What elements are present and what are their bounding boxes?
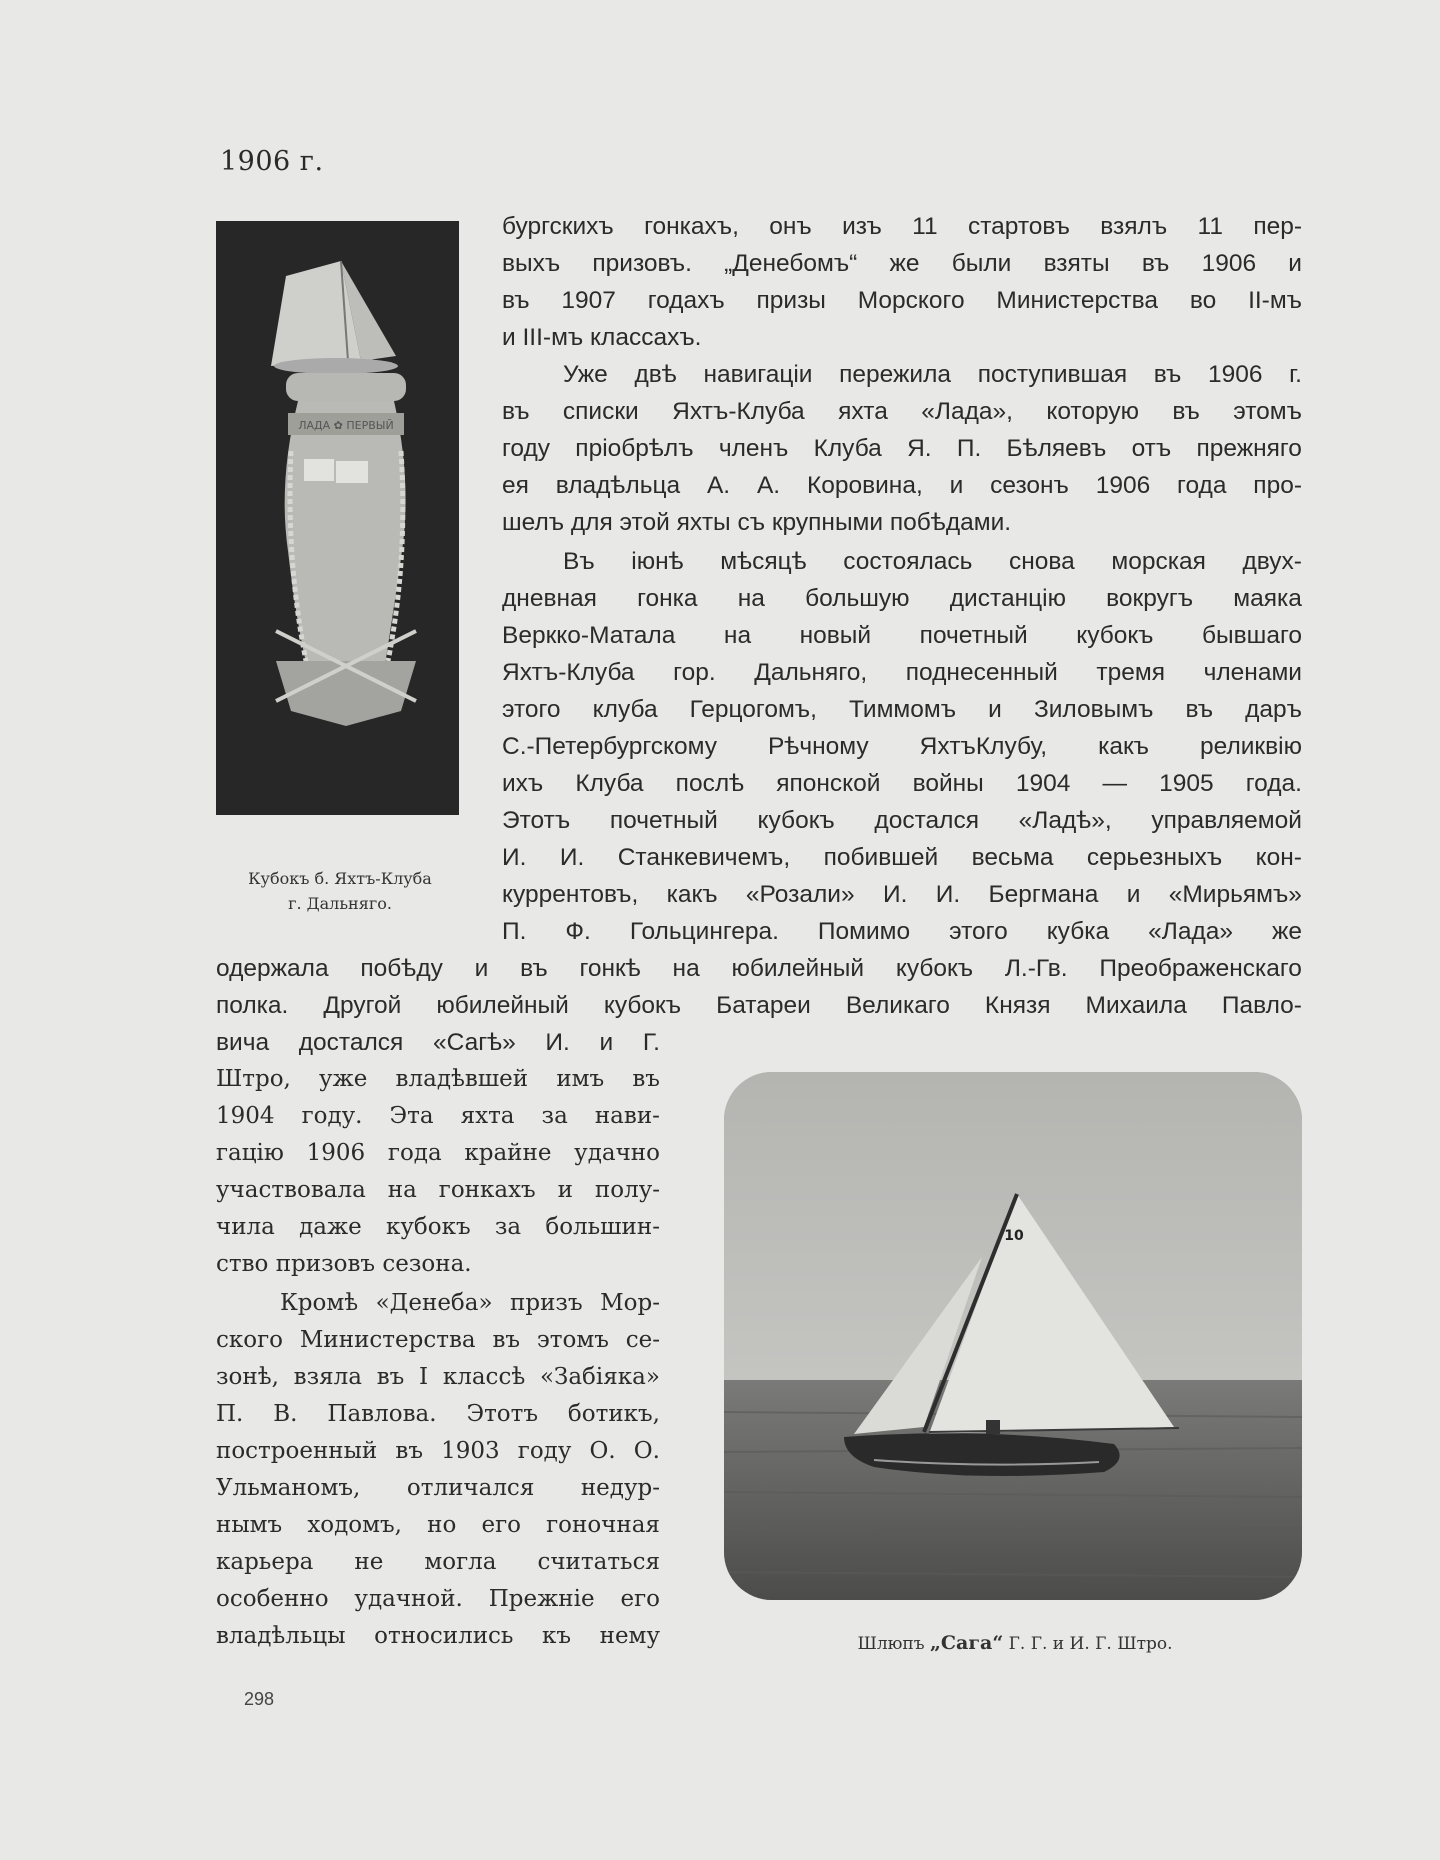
text-line: И. И. Станкевичемъ, побившей весьма серьезныхъ кон- bbox=[502, 844, 1302, 871]
text-line: Этотъ почетный кубокъ достался «Ладѣ», управляемой bbox=[502, 807, 1302, 834]
text-line: выхъ призовъ. „Денебомъ“ же были взяты въ 1906 и bbox=[502, 250, 1302, 277]
text-line: Веркко-Матала на новый почетный кубокъ бывшаго bbox=[502, 622, 1302, 649]
text-line: Ульманомъ, отличался недур- bbox=[216, 1475, 660, 1501]
boat-photo bbox=[724, 1072, 1302, 1600]
text-line: этого клуба Герцогомъ, Тиммомъ и Зиловымъ въ даръ bbox=[502, 696, 1302, 723]
paragraph-start: Уже двѣ навигаціи пережила поступившая въ 1906 г. bbox=[563, 361, 1302, 388]
running-head: 1906 г. bbox=[220, 146, 324, 177]
text-line: 1904 году. Эта яхта за нави- bbox=[216, 1103, 660, 1129]
text-line: ея владѣльца А. А. Коровина, и сезонъ 1906 года про- bbox=[502, 472, 1302, 499]
text-line: дневная гонка на большую дистанцію вокругъ маяка bbox=[502, 585, 1302, 612]
svg-text:10: 10 bbox=[1004, 1228, 1024, 1244]
text-line: зонѣ, взяла въ I классѣ «Забіяка» bbox=[216, 1364, 660, 1390]
text-line: ихъ Клуба послѣ японской войны 1904 — 1905 года. bbox=[502, 770, 1302, 797]
text-line: чила даже кубокъ за большин- bbox=[216, 1214, 660, 1240]
paragraph-start: Въ іюнѣ мѣсяцѣ состоялась снова морская двух- bbox=[563, 548, 1302, 575]
text-line: гацію 1906 года крайне удачно bbox=[216, 1140, 660, 1166]
text-line: ского Министерства въ этомъ се- bbox=[216, 1327, 660, 1353]
svg-text:ЛАДА ✿ ПЕРВЫЙ: ЛАДА ✿ ПЕРВЫЙ bbox=[298, 419, 394, 432]
text-line: П. В. Павлова. Этотъ ботикъ, bbox=[216, 1401, 660, 1427]
page-number: 298 bbox=[244, 1689, 275, 1709]
text-line: особенно удачной. Прежніе его bbox=[216, 1586, 660, 1612]
trophy-cup-image bbox=[216, 221, 459, 815]
boat-caption-prefix: Шлюпъ bbox=[857, 1634, 925, 1654]
text-line: полка. Другой юбилейный кубокъ Батареи Великаго Князя Михаила Павло- bbox=[216, 992, 1302, 1019]
text-line: владѣльцы относились къ нему bbox=[216, 1623, 660, 1649]
paragraph-start: Кромѣ «Денеба» призъ Мор- bbox=[280, 1290, 660, 1316]
text-line: куррентовъ, какъ «Розали» И. И. Бергмана и «Мирьямъ» bbox=[502, 881, 1302, 908]
text-line: бургскихъ гонкахъ, онъ изъ 11 стартовъ взялъ 11 пер- bbox=[502, 213, 1302, 240]
text-line: шелъ для этой яхты съ крупными побѣдами. bbox=[502, 509, 1012, 536]
text-line: ство призовъ сезона. bbox=[216, 1251, 472, 1277]
text-line: одержала побѣду и въ гонкѣ на юбилейный кубокъ Л.-Гв. Преображенскаго bbox=[216, 955, 1302, 982]
cup-caption bbox=[215, 866, 465, 916]
text-line: нымъ ходомъ, но его гоночная bbox=[216, 1512, 660, 1538]
text-line: С.-Петербургскому Рѣчному ЯхтъКлубу, какъ реликвію bbox=[502, 733, 1302, 760]
text-line: Штро, уже владѣвшей имъ въ bbox=[216, 1066, 660, 1092]
text-line: въ 1907 годахъ призы Морского Министерства во II-мъ bbox=[502, 287, 1302, 314]
cup-photo bbox=[216, 221, 459, 815]
text-line: П. Ф. Гольцингера. Помимо этого кубка «Лада» же bbox=[502, 918, 1302, 945]
text-line: построенный въ 1903 году О. О. bbox=[216, 1438, 660, 1464]
boat-caption-name: „Сага“ bbox=[930, 1632, 1004, 1654]
text-line: въ списки Яхтъ-Клуба яхта «Лада», которую въ этомъ bbox=[502, 398, 1302, 425]
sailboat-image bbox=[724, 1072, 1302, 1600]
text-line: году пріобрѣлъ членъ Клуба Я. П. Бѣляевъ отъ прежняго bbox=[502, 435, 1302, 462]
cup-caption-line2: г. Дальняго. bbox=[288, 894, 392, 913]
text-line: участвовала на гонкахъ и полу- bbox=[216, 1177, 660, 1203]
boat-caption bbox=[720, 1632, 1310, 1654]
text-line: карьера не могла считаться bbox=[216, 1549, 660, 1575]
cup-caption-line1: Кубокъ б. Яхтъ-Клуба bbox=[248, 869, 432, 888]
text-line: Яхтъ-Клуба гор. Дальняго, поднесенный тремя членами bbox=[502, 659, 1302, 686]
text-line: вича достался «Сагѣ» И. и Г. bbox=[216, 1029, 660, 1056]
text-line: и III-мъ классахъ. bbox=[502, 324, 702, 351]
boat-caption-suffix: Г. Г. и И. Г. Штро. bbox=[1008, 1634, 1173, 1654]
